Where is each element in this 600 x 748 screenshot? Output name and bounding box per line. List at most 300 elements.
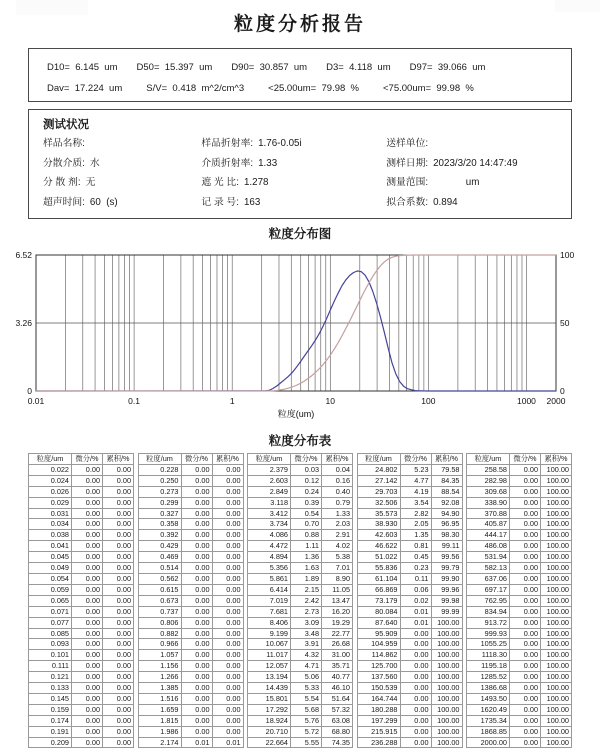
- table-cell: 0.00: [400, 639, 431, 650]
- table-cell: 3.118: [248, 497, 291, 508]
- table-row: [467, 693, 572, 704]
- table-row: [29, 650, 134, 661]
- table-cell: 0.00: [400, 726, 431, 737]
- table-cell: 99.11: [431, 541, 462, 552]
- table-row: [357, 661, 462, 672]
- table-header-cell: 累积/%: [212, 454, 243, 465]
- table-cell: 0.038: [29, 530, 72, 541]
- status-field-value: 1.33: [258, 157, 278, 169]
- table-row: [248, 661, 353, 672]
- table-cell: 444.17: [467, 530, 510, 541]
- table-row: [29, 475, 134, 486]
- table-cell: 8.406: [248, 617, 291, 628]
- table-cell: 0.00: [181, 552, 212, 563]
- table-cell: 99.96: [431, 584, 462, 595]
- status-field-label: 遮 光 比:: [201, 177, 239, 188]
- table-cell: 11.05: [322, 584, 353, 595]
- y-left-tick-label: 3.26: [15, 318, 32, 328]
- table-row: [467, 606, 572, 617]
- table-cell: 0.12: [291, 475, 322, 486]
- table-cell: 0.00: [510, 486, 541, 497]
- table-cell: 0.174: [29, 715, 72, 726]
- table-cell: 0.00: [181, 661, 212, 672]
- table-cell: 0.54: [291, 508, 322, 519]
- table-cell: 0.00: [510, 661, 541, 672]
- table-cell: 0.392: [138, 530, 181, 541]
- summary-item: D3= 4.118 um: [326, 62, 391, 73]
- summary-item: S/V= 0.418 m^2/cm^3: [146, 83, 245, 94]
- table-cell: 19.29: [322, 617, 353, 628]
- table-cell: 0.00: [212, 595, 243, 606]
- table-cell: 0.209: [29, 737, 72, 748]
- table-row: [138, 650, 243, 661]
- table-row: [357, 639, 462, 650]
- table-row: [248, 595, 353, 606]
- table-cell: 0.00: [181, 486, 212, 497]
- table-cell: 6.414: [248, 584, 291, 595]
- table-cell: 0.250: [138, 475, 181, 486]
- table-cell: 0.81: [400, 541, 431, 552]
- table-cell: 0.00: [400, 628, 431, 639]
- table-row: [248, 628, 353, 639]
- table-cell: 1620.49: [467, 704, 510, 715]
- table-cell: 5.54: [291, 693, 322, 704]
- table-row: [357, 519, 462, 530]
- table-cell: 38.930: [357, 519, 400, 530]
- table-cell: 0.23: [400, 563, 431, 574]
- table-cell: 3.734: [248, 519, 291, 530]
- table-cell: 92.08: [431, 497, 462, 508]
- table-cell: 0.469: [138, 552, 181, 563]
- table-cell: 1386.68: [467, 683, 510, 694]
- status-field: [43, 193, 201, 213]
- table-cell: 0.00: [181, 563, 212, 574]
- table-row: [357, 530, 462, 541]
- table-cell: 0.00: [72, 639, 103, 650]
- table-cell: 40.77: [322, 672, 353, 683]
- table-cell: 0.00: [181, 726, 212, 737]
- table-cell: 236.288: [357, 737, 400, 748]
- table-row: [138, 541, 243, 552]
- table-row: [29, 497, 134, 508]
- summary-item: D50= 15.397 um: [136, 62, 213, 73]
- table-row: [29, 573, 134, 584]
- table-cell: 100.00: [431, 693, 462, 704]
- table-row: [138, 497, 243, 508]
- table-row: [357, 672, 462, 683]
- table-cell: 99.56: [431, 552, 462, 563]
- table-cell: 0.085: [29, 628, 72, 639]
- table-cell: 0.00: [212, 475, 243, 486]
- table-row: [357, 497, 462, 508]
- table-cell: 0.00: [103, 508, 134, 519]
- table-row: [357, 704, 462, 715]
- table-cell: 87.640: [357, 617, 400, 628]
- table-header-cell: 粒度/um: [248, 454, 291, 465]
- table-cell: 405.87: [467, 519, 510, 530]
- table-row: [138, 661, 243, 672]
- table-cell: 0.00: [510, 541, 541, 552]
- status-field-value: 1.278: [243, 177, 269, 188]
- table-cell: 100.00: [541, 704, 572, 715]
- table-cell: 1.986: [138, 726, 181, 737]
- table-cell: 0.00: [212, 530, 243, 541]
- table-cell: 0.02: [400, 595, 431, 606]
- table-cell: 0.00: [72, 464, 103, 475]
- table-row: [357, 628, 462, 639]
- table-cell: 0.00: [400, 661, 431, 672]
- table-cell: 66.869: [357, 584, 400, 595]
- table-cell: 100.00: [541, 606, 572, 617]
- table-cell: 0.273: [138, 486, 181, 497]
- status-field-label: 拟合系数:: [386, 196, 429, 208]
- table-cell: 0.00: [510, 639, 541, 650]
- table-row: [357, 552, 462, 563]
- y-right-tick-label: 50: [560, 318, 570, 328]
- table-cell: 0.79: [322, 497, 353, 508]
- y-right-tick-label: 0: [560, 386, 565, 396]
- table-header-cell: 微分/%: [510, 454, 541, 465]
- table-cell: 0.00: [181, 508, 212, 519]
- table-cell: 197.299: [357, 715, 400, 726]
- table-row: [467, 530, 572, 541]
- table-cell: 0.101: [29, 650, 72, 661]
- table-cell: 100.00: [431, 617, 462, 628]
- table-cell: 13.194: [248, 672, 291, 683]
- table-cell: 16.20: [322, 606, 353, 617]
- table-cell: 27.142: [357, 475, 400, 486]
- table-row: [138, 508, 243, 519]
- table-row: [248, 475, 353, 486]
- table-cell: 0.00: [510, 519, 541, 530]
- table-cell: 100.00: [541, 584, 572, 595]
- table-cell: 100.00: [431, 715, 462, 726]
- table-cell: 0.071: [29, 606, 72, 617]
- table-cell: 32.506: [357, 497, 400, 508]
- table-row: [29, 661, 134, 672]
- table-cell: 0.11: [400, 573, 431, 584]
- table-cell: 0.029: [29, 497, 72, 508]
- table-cell: 0.00: [103, 617, 134, 628]
- table-cell: 2.849: [248, 486, 291, 497]
- status-field: [43, 173, 201, 193]
- table-cell: 0.00: [212, 650, 243, 661]
- table-cell: 0.00: [510, 595, 541, 606]
- table-row: [357, 464, 462, 475]
- test-status-heading: 测试状况: [43, 119, 89, 131]
- table-row: [357, 726, 462, 737]
- summary-item: Dav= 17.224 um: [47, 83, 123, 94]
- table-cell: 0.00: [103, 628, 134, 639]
- table-cell: 11.017: [248, 650, 291, 661]
- table-cell: 0.00: [212, 726, 243, 737]
- table-cell: 100.00: [541, 617, 572, 628]
- table-cell: 282.98: [467, 475, 510, 486]
- table-row: [138, 606, 243, 617]
- table-cell: 3.54: [400, 497, 431, 508]
- table-row: [29, 639, 134, 650]
- table-row: [29, 486, 134, 497]
- table-cell: 100.00: [541, 486, 572, 497]
- table-cell: 3.91: [291, 639, 322, 650]
- table-row: [29, 584, 134, 595]
- table-row: [29, 704, 134, 715]
- page-title: 粒度分析报告: [233, 14, 366, 35]
- table-cell: 0.00: [510, 672, 541, 683]
- table-cell: 0.429: [138, 541, 181, 552]
- table-cell: 1.35: [400, 530, 431, 541]
- table-cell: 0.00: [510, 617, 541, 628]
- table-cell: 0.00: [72, 541, 103, 552]
- scan-artifact-top-left: [16, 0, 88, 15]
- table-cell: 309.68: [467, 486, 510, 497]
- chart-title: 粒度分布图: [268, 227, 332, 241]
- table-cell: 51.64: [322, 693, 353, 704]
- table-cell: 0.00: [103, 595, 134, 606]
- table-cell: 0.00: [212, 715, 243, 726]
- table-cell: 0.00: [103, 661, 134, 672]
- table-cell: 14.439: [248, 683, 291, 694]
- status-field-label: 分散介质:: [43, 157, 85, 169]
- table-cell: 3.412: [248, 508, 291, 519]
- table-row: [138, 639, 243, 650]
- status-field-value: 60 (s): [89, 196, 118, 208]
- table-row: [248, 508, 353, 519]
- table-cell: 57.32: [322, 704, 353, 715]
- table-cell: 0.00: [103, 584, 134, 595]
- status-field-label: 超声时间:: [43, 196, 85, 208]
- table-cell: 99.79: [431, 563, 462, 574]
- table-row: [357, 595, 462, 606]
- status-field: [201, 134, 386, 154]
- table-row: [138, 563, 243, 574]
- table-cell: 0.00: [103, 683, 134, 694]
- table-row: [248, 704, 353, 715]
- table-cell: 0.00: [212, 628, 243, 639]
- table-cell: 0.00: [181, 475, 212, 486]
- table-row: [467, 639, 572, 650]
- table-cell: 2.603: [248, 475, 291, 486]
- table-cell: 0.00: [72, 693, 103, 704]
- table-row: [29, 628, 134, 639]
- table-cell: 0.00: [103, 737, 134, 748]
- table-cell: 0.133: [29, 683, 72, 694]
- table-cell: 79.58: [431, 464, 462, 475]
- distribution-table-group: [28, 453, 134, 748]
- table-cell: 0.00: [510, 497, 541, 508]
- table-cell: 73.179: [357, 595, 400, 606]
- table-cell: 24.802: [357, 464, 400, 475]
- table-row: [29, 519, 134, 530]
- table-row: [248, 672, 353, 683]
- table-cell: 0.00: [72, 584, 103, 595]
- status-field: [386, 193, 571, 213]
- table-row: [357, 486, 462, 497]
- status-field: [201, 193, 386, 213]
- table-row: [29, 683, 134, 694]
- table-cell: 2.91: [322, 530, 353, 541]
- table-cell: 0.00: [510, 584, 541, 595]
- table-row: [467, 475, 572, 486]
- table-row: [357, 683, 462, 694]
- table-cell: 0.00: [212, 639, 243, 650]
- table-cell: 0.00: [212, 552, 243, 563]
- table-cell: 0.00: [181, 693, 212, 704]
- table-cell: 31.00: [322, 650, 353, 661]
- table-cell: 0.00: [510, 563, 541, 574]
- table-header-row: [467, 454, 572, 465]
- table-cell: 1.33: [322, 508, 353, 519]
- table-cell: 0.00: [181, 715, 212, 726]
- status-field-value: um: [433, 177, 480, 188]
- table-cell: 100.00: [431, 683, 462, 694]
- table-cell: 0.00: [103, 606, 134, 617]
- table-cell: 0.00: [181, 595, 212, 606]
- table-row: [467, 486, 572, 497]
- table-cell: 61.104: [357, 573, 400, 584]
- table-cell: 0.03: [291, 464, 322, 475]
- table-cell: 0.00: [181, 683, 212, 694]
- table-cell: 0.121: [29, 672, 72, 683]
- table-cell: 4.71: [291, 661, 322, 672]
- table-row: [248, 497, 353, 508]
- table-cell: 0.00: [72, 726, 103, 737]
- table-cell: 0.00: [400, 737, 431, 748]
- table-row: [248, 693, 353, 704]
- table-cell: 68.80: [322, 726, 353, 737]
- table-cell: 1.057: [138, 650, 181, 661]
- test-status-box: [28, 109, 572, 219]
- table-row: [29, 672, 134, 683]
- table-cell: 0.00: [103, 475, 134, 486]
- table-row: [248, 552, 353, 563]
- table-cell: 94.90: [431, 508, 462, 519]
- table-cell: 0.145: [29, 693, 72, 704]
- summary-line-1: [47, 57, 553, 78]
- table-row: [248, 584, 353, 595]
- table-cell: 0.00: [103, 693, 134, 704]
- x-tick-label: 1000: [517, 396, 536, 406]
- table-row: [357, 650, 462, 661]
- table-cell: 0.00: [72, 475, 103, 486]
- table-cell: 0.111: [29, 661, 72, 672]
- table-cell: 99.98: [431, 595, 462, 606]
- table-cell: 100.00: [541, 661, 572, 672]
- table-row: [467, 672, 572, 683]
- table-row: [357, 693, 462, 704]
- table-cell: 0.00: [212, 563, 243, 574]
- table-cell: 0.00: [181, 584, 212, 595]
- table-cell: 0.45: [400, 552, 431, 563]
- table-cell: 0.88: [291, 530, 322, 541]
- table-row: [467, 497, 572, 508]
- table-cell: 486.08: [467, 541, 510, 552]
- table-cell: 0.39: [291, 497, 322, 508]
- table-row: [357, 475, 462, 486]
- table-cell: 0.327: [138, 508, 181, 519]
- table-row: [29, 530, 134, 541]
- table-cell: 0.514: [138, 563, 181, 574]
- table-cell: 12.057: [248, 661, 291, 672]
- status-field: [43, 154, 201, 174]
- table-row: [248, 650, 353, 661]
- table-cell: 0.00: [72, 737, 103, 748]
- summary-item: D90= 30.857 um: [231, 62, 308, 73]
- table-cell: 2.73: [291, 606, 322, 617]
- table-cell: 0.00: [212, 617, 243, 628]
- table-cell: 100.00: [431, 639, 462, 650]
- table-cell: 0.077: [29, 617, 72, 628]
- table-cell: 0.00: [212, 541, 243, 552]
- table-cell: 1.266: [138, 672, 181, 683]
- table-row: [138, 726, 243, 737]
- table-cell: 0.00: [103, 519, 134, 530]
- table-cell: 100.00: [431, 704, 462, 715]
- table-header-cell: 累积/%: [541, 454, 572, 465]
- table-cell: 0.04: [322, 464, 353, 475]
- table-row: [138, 475, 243, 486]
- table-cell: 0.00: [510, 704, 541, 715]
- table-row: [467, 683, 572, 694]
- table-cell: 95.909: [357, 628, 400, 639]
- table-cell: 0.00: [400, 672, 431, 683]
- table-row: [138, 595, 243, 606]
- table-cell: 100.00: [541, 672, 572, 683]
- summary-line-2: [47, 78, 553, 99]
- table-header-row: [29, 454, 134, 465]
- table-cell: 3.48: [291, 628, 322, 639]
- table-cell: 2.15: [291, 584, 322, 595]
- status-field-label: 测量范围:: [386, 177, 429, 188]
- table-cell: 0.00: [510, 693, 541, 704]
- table-cell: 0.00: [510, 573, 541, 584]
- x-axis-label: 粒度(um): [277, 409, 315, 419]
- status-field: [43, 134, 201, 154]
- distribution-table-group: [466, 453, 572, 748]
- table-row: [467, 563, 572, 574]
- table-cell: 0.00: [212, 486, 243, 497]
- table-cell: 1.89: [291, 573, 322, 584]
- summary-box: [28, 48, 572, 102]
- status-field-label: 送样单位:: [386, 138, 429, 149]
- table-row: [357, 584, 462, 595]
- table-cell: 637.06: [467, 573, 510, 584]
- table-row: [29, 715, 134, 726]
- table-cell: 8.90: [322, 573, 353, 584]
- table-cell: 0.00: [510, 530, 541, 541]
- table-cell: 100.00: [541, 475, 572, 486]
- table-cell: 7.681: [248, 606, 291, 617]
- table-row: [248, 617, 353, 628]
- table-cell: 1285.52: [467, 672, 510, 683]
- table-cell: 0.00: [510, 606, 541, 617]
- status-field-value: 0.894: [433, 196, 458, 208]
- table-cell: 697.17: [467, 584, 510, 595]
- table-row: [357, 617, 462, 628]
- table-cell: 150.539: [357, 683, 400, 694]
- table-cell: 63.08: [322, 715, 353, 726]
- table-row: [29, 552, 134, 563]
- table-cell: 0.00: [181, 530, 212, 541]
- table-header-cell: 微分/%: [291, 454, 322, 465]
- differential-curve: [36, 271, 556, 391]
- table-row: [29, 693, 134, 704]
- table-row: [467, 704, 572, 715]
- x-tick-label: 100: [421, 396, 436, 406]
- table-row: [357, 573, 462, 584]
- table-row: [29, 563, 134, 574]
- table-row: [357, 715, 462, 726]
